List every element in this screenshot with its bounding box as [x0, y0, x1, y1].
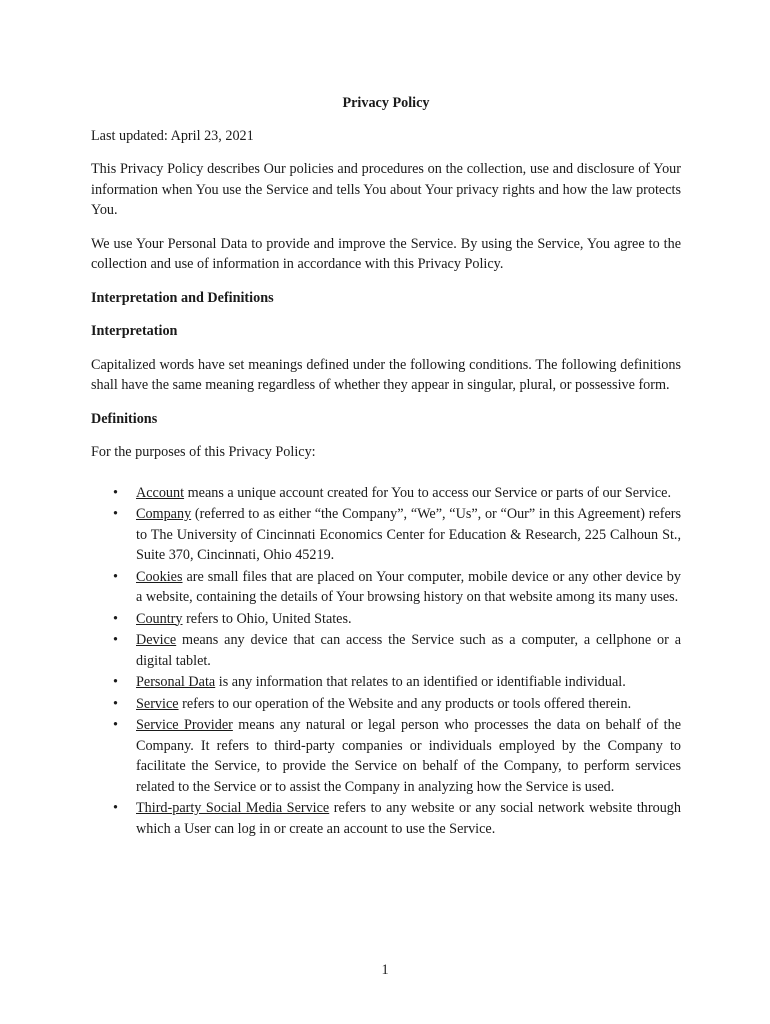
definition-term: Device	[136, 632, 177, 648]
document-body	[91, 93, 681, 840]
interpretation-text: Capitalized words have set meanings defined under the following conditions. The following definitions shall have the same meaning regardless of whether they appear in singular, plural, or possessive form.	[91, 356, 681, 393]
interpretation-heading: Interpretation	[91, 323, 178, 339]
definitions-list	[91, 483, 681, 840]
definition-text: refers to any website or any social network website through which a User can log in or create an account to use the Service.	[136, 800, 681, 837]
bullet-icon: •	[113, 568, 118, 585]
definition-term: Service Provider	[136, 717, 233, 733]
definitions-heading: Definitions	[91, 410, 158, 427]
definition-text: is any information that relates to an identified or identifiable individual.	[215, 674, 626, 690]
definition-term: Country	[136, 610, 183, 627]
last-updated: Last updated: April 23, 2021	[91, 127, 254, 144]
definition-term: Company	[136, 506, 192, 522]
definition-text: are small files that are placed on Your computer, mobile device or any other device by a website, containing the details of Your browsing history on that website among its many uses.	[136, 568, 681, 605]
list-item	[91, 630, 681, 671]
list-item	[91, 694, 681, 715]
definition-term: Personal Data	[136, 674, 216, 690]
list-item	[91, 609, 681, 630]
definition-text: means any device that can access the Service such as a computer, a cellphone or a digital tablet.	[136, 632, 681, 669]
definition-text: refers to Ohio, United States.	[182, 610, 352, 627]
bullet-icon: •	[113, 717, 118, 733]
definition-term: Cookies	[136, 568, 183, 585]
intro-paragraph-1: This Privacy Policy describes Our policies and procedures on the collection, use and disclosure of Your information when You use the Service and tells You about Your privacy rights and how the law protects You.	[91, 161, 681, 218]
intro-paragraph-2: We use Your Personal Data to provide and improve the Service. By using the Service, You agree to the collection and use of information in accordance with this Privacy Policy.	[91, 235, 681, 272]
bullet-icon: •	[113, 610, 118, 627]
definition-term: Service	[136, 695, 179, 712]
definitions-intro: For the purposes of this Privacy Policy:	[91, 444, 316, 460]
list-item	[91, 483, 681, 504]
definition-text: means any natural or legal person who processes the data on behalf of the Company. It refers to third-party companies or individuals employed by the Company to facilitate the Service, to provide the Service on behalf of the Company, to perform services related to the Service or to assist the Company in analyzing how the Service is used.	[136, 717, 681, 795]
bullet-icon: •	[113, 674, 118, 690]
bullet-icon: •	[113, 800, 118, 816]
list-item	[91, 672, 681, 693]
bullet-icon: •	[113, 506, 118, 522]
page-number: 1	[381, 962, 389, 978]
list-item	[91, 504, 681, 566]
definition-text: means a unique account created for You to access our Service or parts of our Service.	[184, 484, 672, 501]
definition-term: Third-party Social Media Service	[136, 800, 330, 816]
bullet-icon: •	[113, 695, 118, 712]
list-item	[91, 567, 681, 608]
definition-text: (referred to as either “the Company”, “We”, “Us”, or “Our” in this Agreement) refers to The University of Cincinnati Economics Center for Education & Research, 225 Calhoun St., Suite 370, Cincinnati, Ohio 45219.	[136, 506, 681, 563]
bullet-icon: •	[113, 632, 118, 648]
section-heading: Interpretation and Definitions	[91, 289, 274, 306]
definition-text: refers to our operation of the Website and any products or tools offered therein.	[178, 695, 632, 712]
list-item	[91, 715, 681, 797]
list-item	[91, 798, 681, 839]
bullet-icon: •	[113, 484, 118, 501]
document-title: Privacy Policy	[342, 95, 430, 111]
definition-term: Account	[136, 484, 185, 501]
